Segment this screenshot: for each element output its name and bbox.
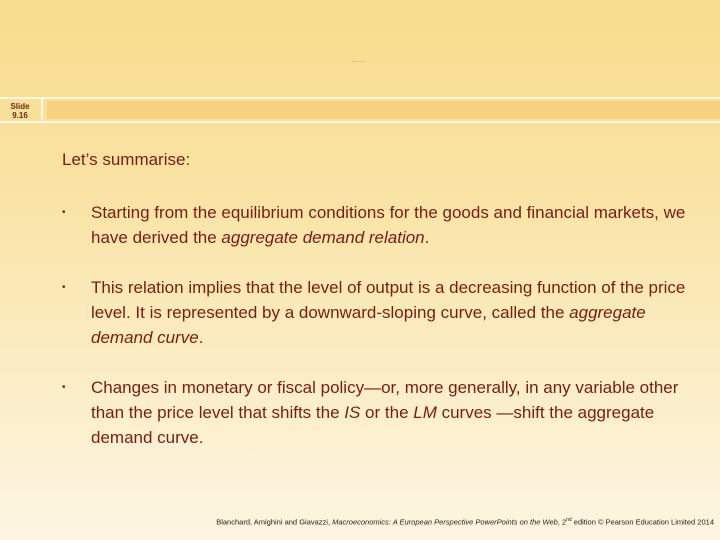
footer-book-title: Macroeconomics: A European Perspective PowerPoints on the Web xyxy=(332,517,558,527)
bullet-item xyxy=(62,275,692,350)
footer-edition: , 2 xyxy=(557,517,567,527)
bullet-item xyxy=(62,200,692,250)
band-separator xyxy=(41,97,43,123)
slide-label-word: Slide xyxy=(10,102,30,111)
footer-copyright: edition © Pearson Education Limited 2014 xyxy=(571,517,714,527)
bullet-text xyxy=(91,200,692,250)
bullet-text xyxy=(91,375,692,450)
band-bottom-line xyxy=(0,121,720,123)
bullet-text-part: Starting from the equilibrium conditions for the goods and financial markets, we have derived the xyxy=(91,203,686,247)
bullet-icon: • xyxy=(62,282,66,293)
bullet-item xyxy=(62,375,692,450)
footer-edition-sup: nd xyxy=(566,517,572,523)
band-top-line xyxy=(0,97,720,99)
bullet-text-part: This relation implies that the level of output is a decreasing function of the price level. It is represented by a downward-sloping curve, called the xyxy=(91,278,686,322)
bullet-text-part: or the xyxy=(360,403,414,422)
bullet-emphasis: aggregate demand relation xyxy=(221,228,425,247)
bullet-emphasis: LM xyxy=(413,403,437,422)
footer-citation xyxy=(216,517,714,527)
title-band xyxy=(0,97,720,123)
slide-number xyxy=(2,102,38,120)
bullet-icon: • xyxy=(62,382,66,393)
bullet-icon: • xyxy=(62,207,66,218)
intro-text: Let’s summarise: xyxy=(62,150,191,169)
slide-body xyxy=(62,147,692,475)
bullet-text-part: . xyxy=(198,328,204,347)
bullet-emphasis: IS xyxy=(344,403,361,422)
slide-label-number: 9.16 xyxy=(12,111,28,120)
bullet-text-part: . xyxy=(424,228,430,247)
header-placeholder: ....... xyxy=(352,58,366,64)
bullet-text xyxy=(91,275,692,350)
bullet-text-part: Changes in monetary or fiscal policy—or, more generally, in any variable other than the price level that shifts the xyxy=(91,378,679,422)
bullet-emphasis: aggregate demand curve xyxy=(91,303,646,347)
footer-authors: Blanchard, Amighini and Giavazzi, xyxy=(216,517,333,527)
band-fill xyxy=(47,101,720,119)
bullet-text-part: curves —shift the aggregate demand curve. xyxy=(91,403,655,447)
